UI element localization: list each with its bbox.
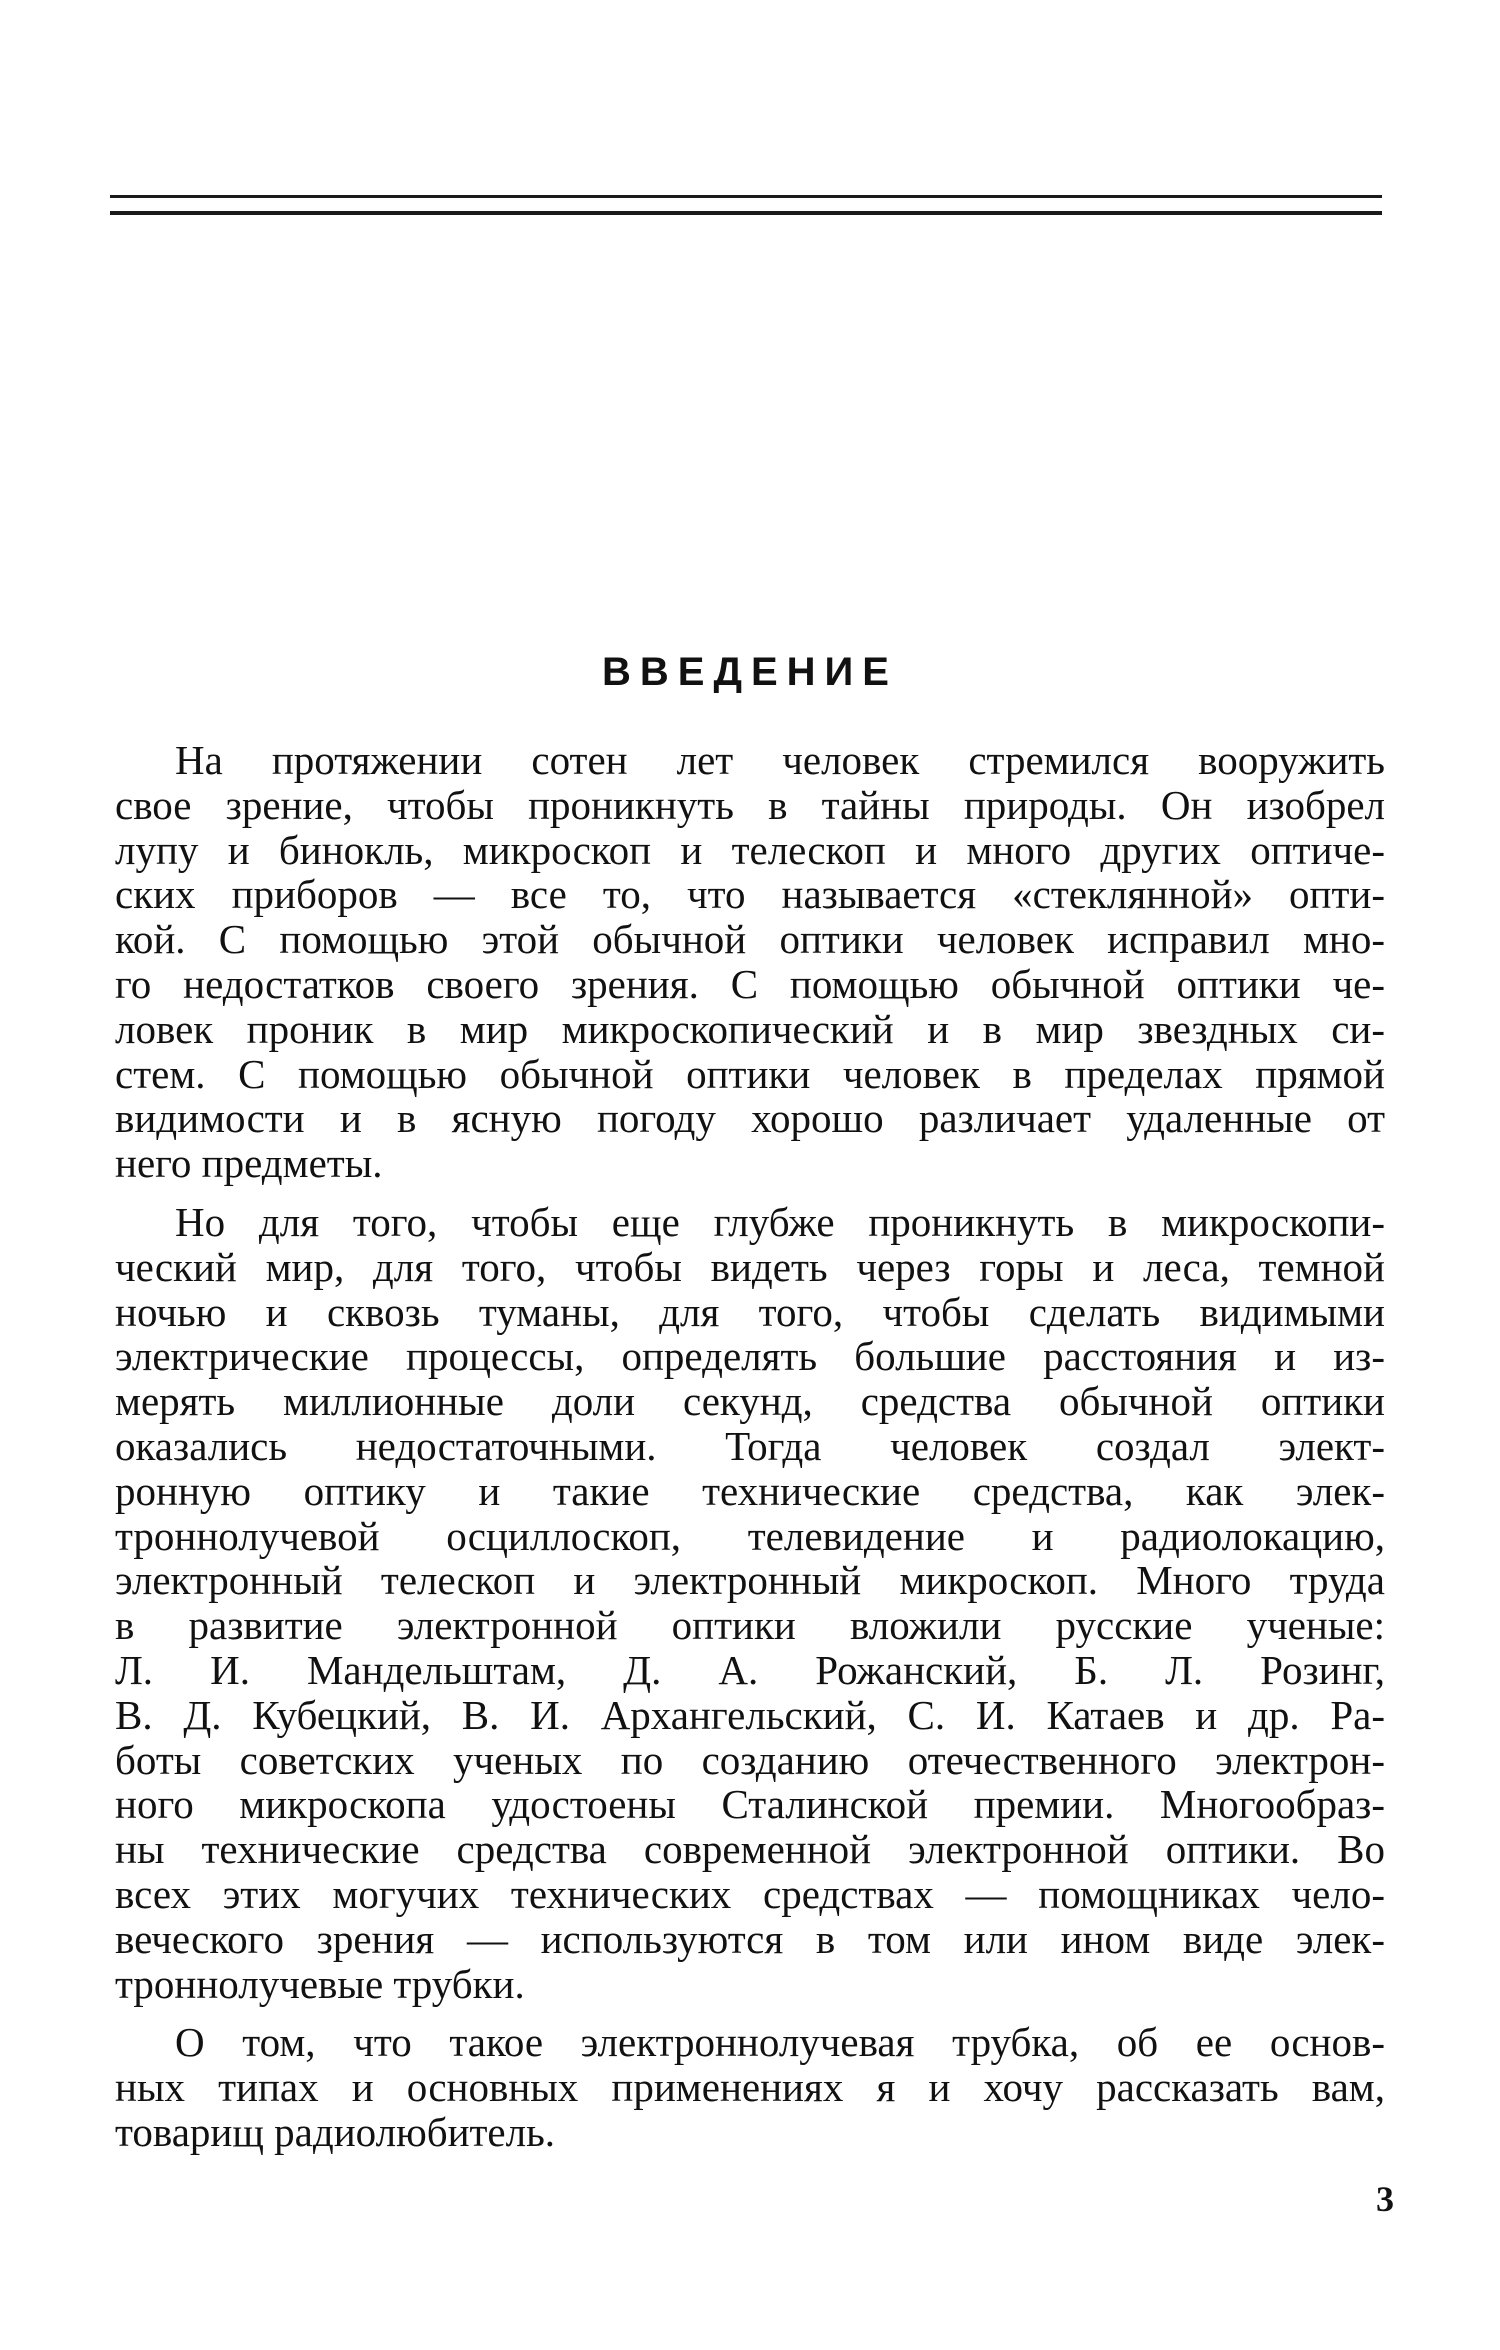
text-line: лупу и бинокль, микроскоп и телескоп и много других оптиче- [115,826,1385,873]
text-line: троннолучевой осциллоскоп, телевидение и радиолокацию, [115,1512,1385,1559]
text-line: В. Д. Кубецкий, В. И. Архангельский, С. И. Катаев и др. Ра- [115,1691,1385,1738]
chapter-heading: ВВЕДЕНИЕ [602,650,898,694]
text-line: Л. И. Мандельштам, Д. А. Рожанский, Б. Л. Розинг, [115,1646,1385,1693]
text-line: свое зрение, чтобы проникнуть в тайны природы. Он изобрел [115,781,1385,828]
text-line: товарищ радиолюбитель. [115,2108,556,2155]
text-line: веческого зрения — используются в том или ином виде элек- [115,1915,1385,1962]
text-line: ронную оптику и такие технические средства, как элек- [115,1467,1385,1514]
text-line: ночью и сквозь туманы, для того, чтобы сделать видимыми [115,1288,1385,1335]
text-line: кой. С помощью этой обычной оптики человек исправил мно- [115,916,1385,963]
text-line: ных типах и основных применениях я и хочу рассказать вам, [115,2064,1385,2111]
text-line: него предметы. [115,1140,383,1187]
text-line: электрические процессы, определять большие расстояния и из- [115,1333,1385,1380]
text-line: го недостатков своего зрения. С помощью обычной оптики че- [115,960,1385,1007]
text-line: ских приборов — все то, что называется «стеклянной» опти- [115,871,1385,918]
text-line: стем. С помощью обычной оптики человек в пределах прямой [115,1050,1385,1097]
text-line: видимости и в ясную погоду хорошо различает удаленные от [115,1095,1385,1142]
body-text [115,738,1385,2155]
text-line: На протяжении сотен лет человек стремился вооружить [175,737,1385,783]
text-line: ны технические средства современной электронной оптики. Во [115,1826,1385,1873]
text-line: мерять миллионные доли секунд, средства обычной оптики [115,1378,1385,1425]
top-rule-double [110,211,1382,215]
text-line: ческий мир, для того, чтобы видеть через горы и леса, темной [115,1243,1385,1290]
text-line: О том, что такое электроннолучевая трубка, об ее основ- [175,2019,1385,2066]
top-rule [110,195,1382,198]
text-line: всех этих могучих технических средствах — помощниках чело- [115,1870,1385,1917]
text-line: боты советских ученых по созданию отечественного электрон- [115,1736,1385,1783]
text-line: в развитие электронной оптики вложили русские ученые: [115,1602,1385,1649]
text-line: оказались недостаточными. Тогда человек создал элект- [115,1422,1385,1469]
text-line: электронный телескоп и электронный микроскоп. Много труда [115,1557,1385,1604]
page-number: 3 [1376,2179,1394,2219]
text-line: ловек проник в мир микроскопический и в мир звездных си- [115,1005,1385,1052]
text-line: троннолучевые трубки. [115,1960,525,2007]
text-line: ного микроскопа удостоены Сталинской премии. Многообраз- [115,1781,1385,1828]
text-line: Но для того, чтобы еще глубже проникнуть в микроскопи- [175,1198,1385,1245]
